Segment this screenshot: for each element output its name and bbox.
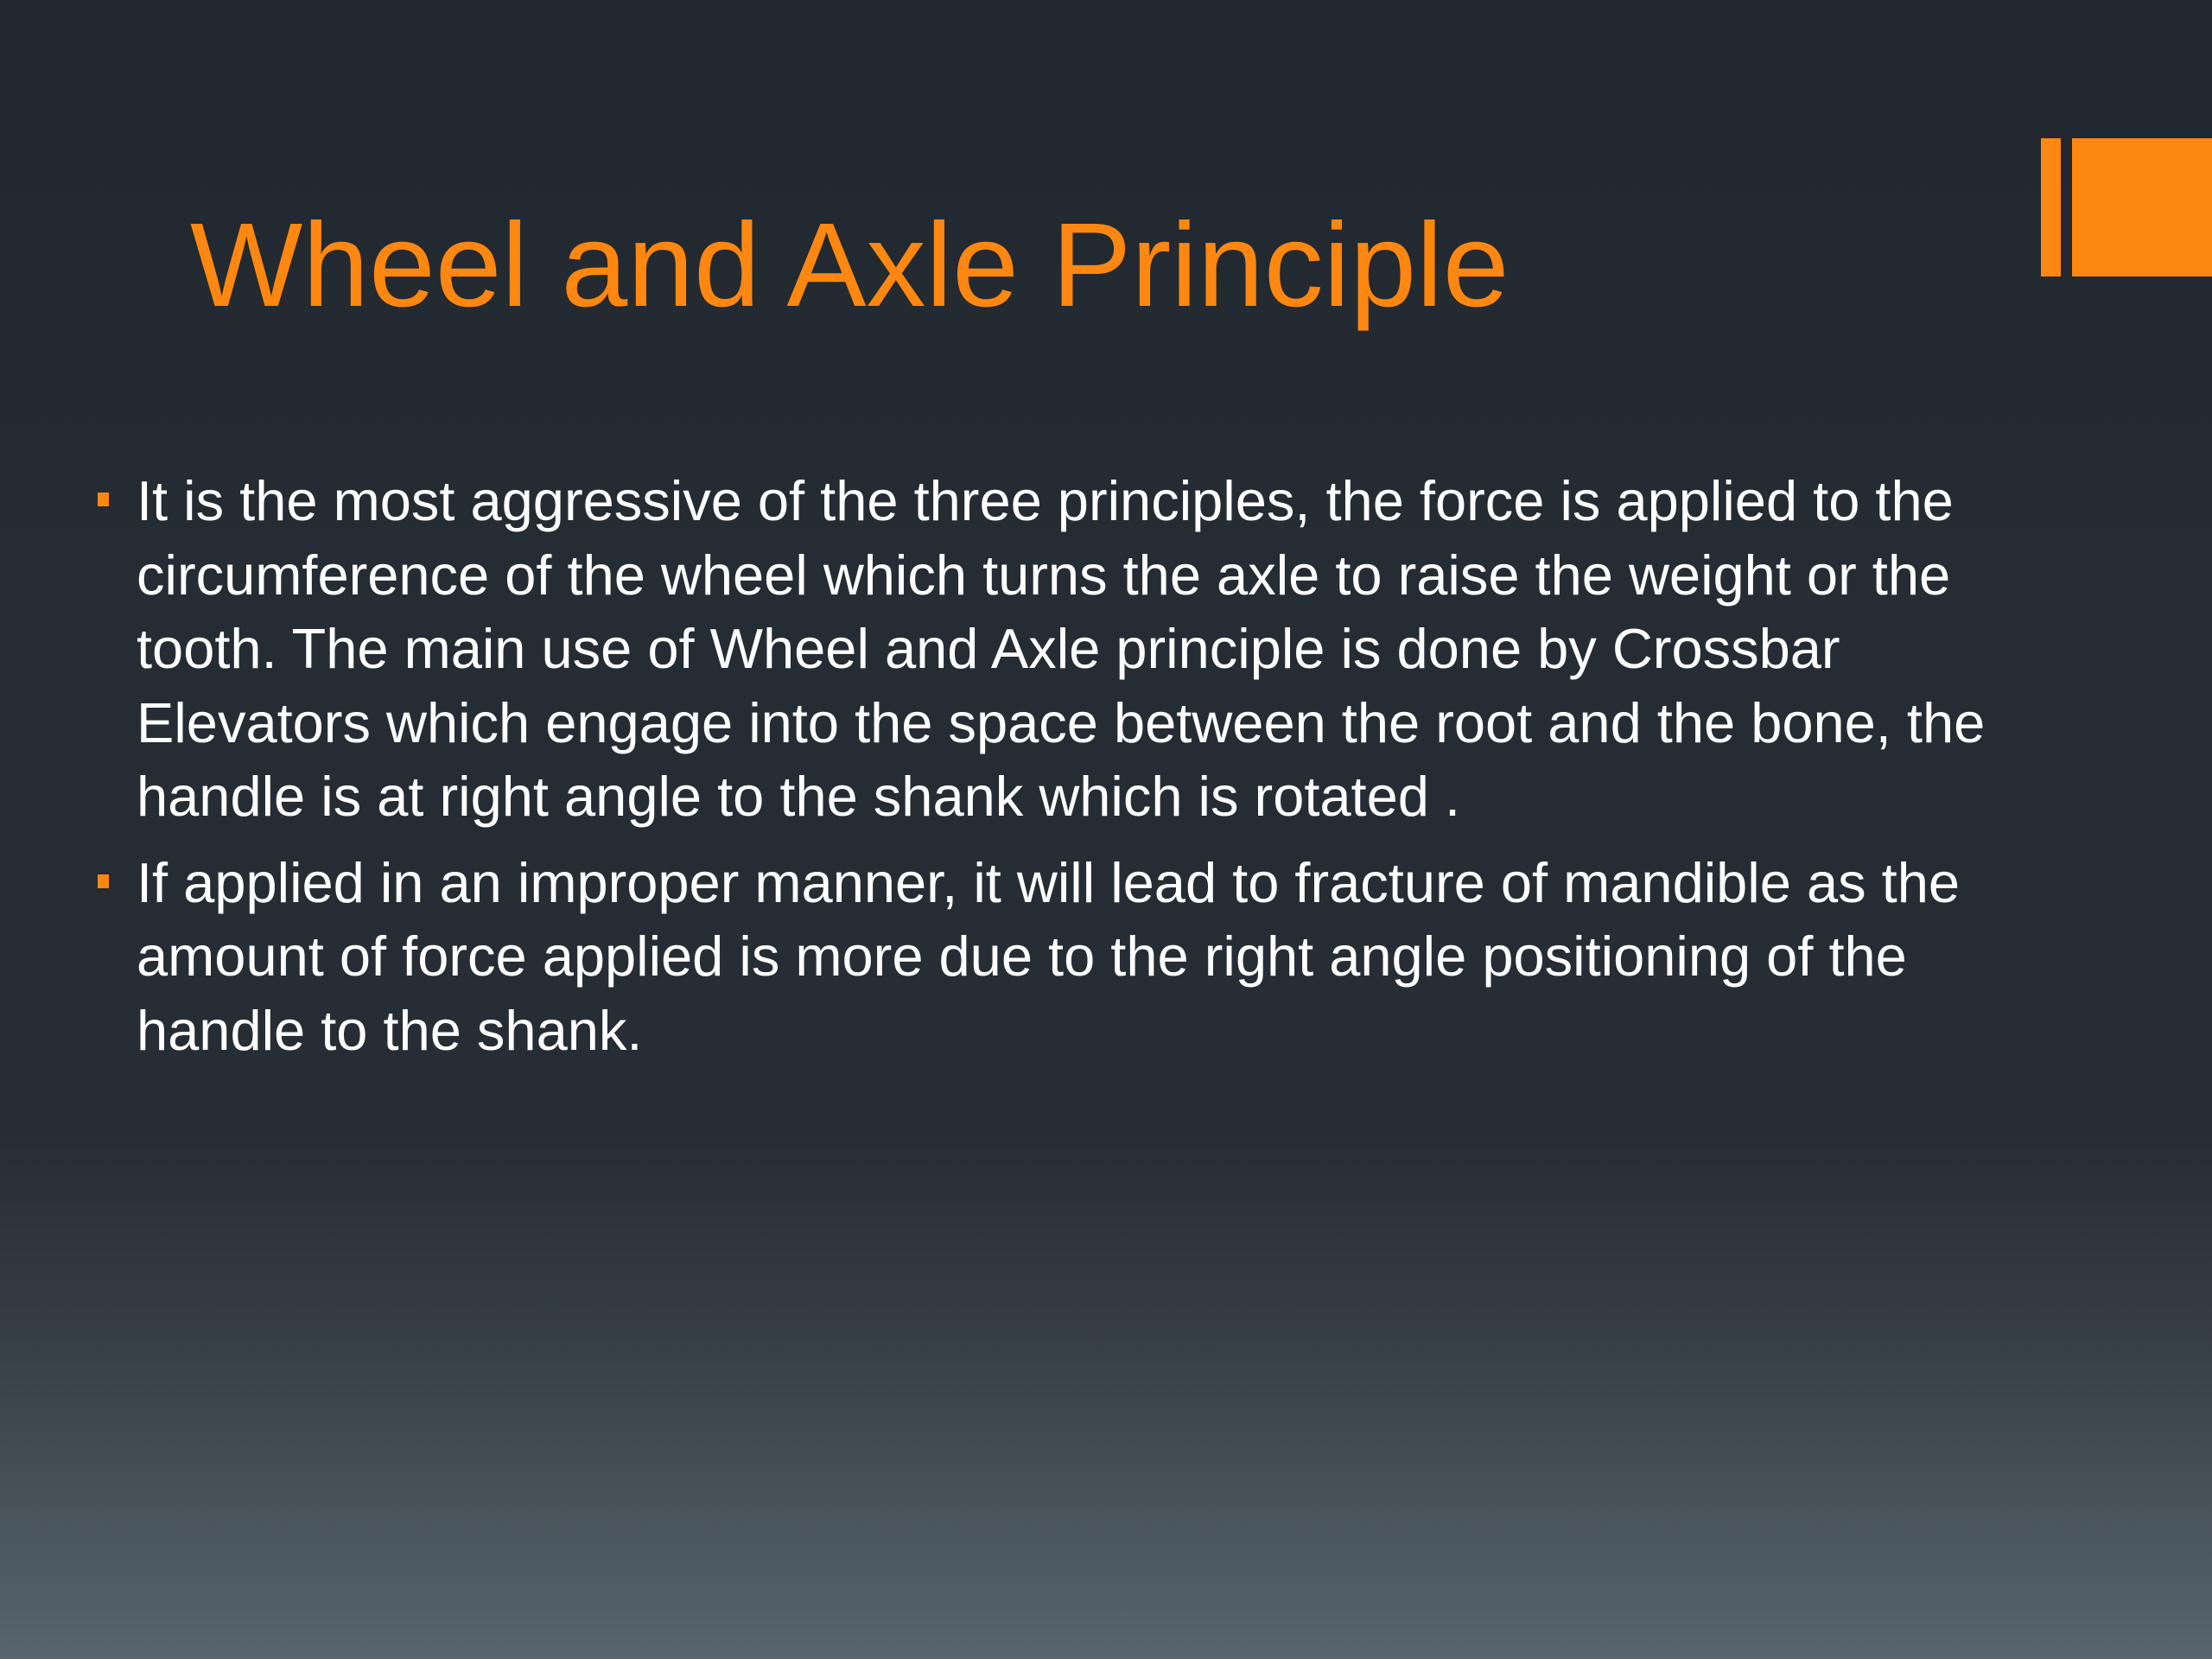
accent-bar-thick (2072, 138, 2212, 276)
bullet-list (91, 464, 2044, 1079)
slide-title: Wheel and Axle Principle (190, 199, 1510, 332)
bullet-item (91, 846, 2044, 1068)
bullet-text: If applied in an improper manner, it will lead to fracture of mandible as the amount of force applied is more due to the right angle positioning of the handle to the shank. (137, 850, 1961, 1062)
square-bullet-icon (98, 493, 109, 506)
bullet-item (91, 464, 2044, 834)
bullet-text: It is the most aggressive of the three principles, the force is applied to the circumference of the wheel which turns the axle to raise the weight or the tooth. The main use of Wheel and Axle principle is done by Crossbar Elevators which engage into the space between the root and the bone, the handle is at right angle to the shank which is rotated . (137, 469, 1986, 828)
accent-bar-thin (2041, 138, 2061, 276)
square-bullet-icon (98, 874, 109, 888)
